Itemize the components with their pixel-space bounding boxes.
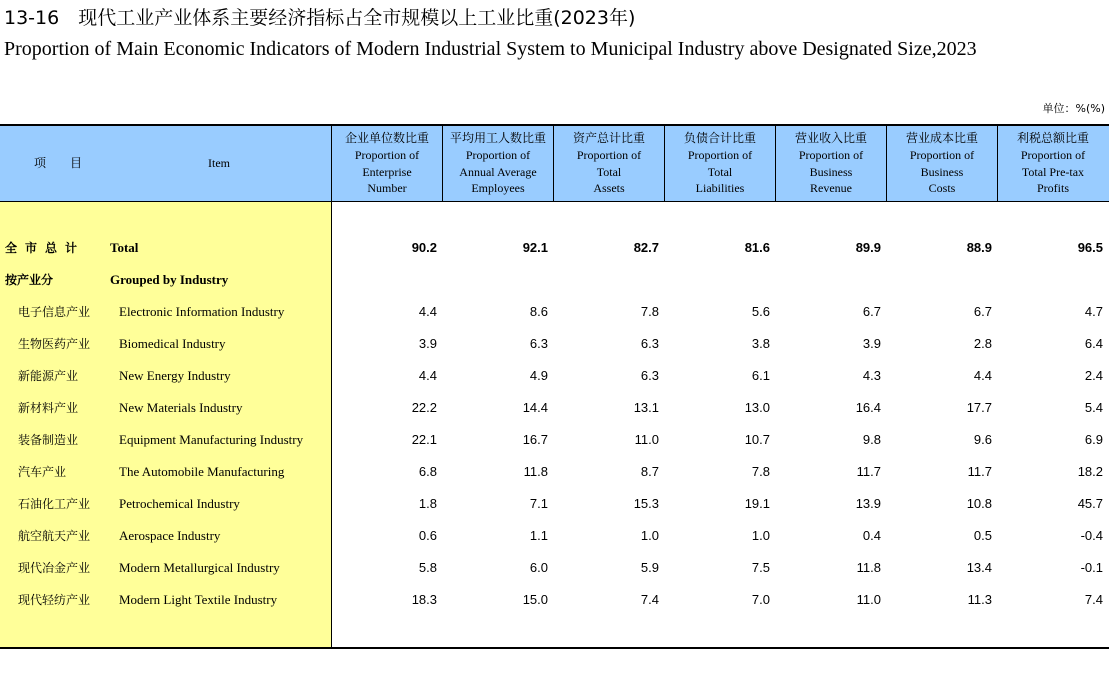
cell-value: 13.9 bbox=[855, 496, 881, 511]
column-header bbox=[443, 126, 553, 201]
row-label-en: Total bbox=[110, 240, 139, 255]
table-title-en: Proportion of Main Economic Indicators of Modern Industrial System to Municipal Industry above Designated Size,2023 bbox=[4, 38, 977, 60]
column-header bbox=[554, 126, 664, 201]
cell-value: 7.8 bbox=[640, 304, 659, 319]
cell-value: 9.8 bbox=[862, 432, 881, 447]
column-separator bbox=[886, 126, 887, 201]
row-label-zh: 汽车产业 bbox=[18, 465, 67, 479]
column-header-en-line: Employees bbox=[471, 181, 525, 196]
column-header-zh: 营业收入比重 bbox=[794, 131, 867, 146]
cell-value: 6.9 bbox=[1084, 432, 1103, 447]
column-header-en-line: Business bbox=[809, 164, 853, 179]
column-separator bbox=[997, 126, 998, 201]
column-separator bbox=[775, 126, 776, 201]
cell-value: 5.9 bbox=[640, 560, 659, 575]
column-header bbox=[887, 126, 997, 201]
cell-value: -0.4 bbox=[1080, 528, 1103, 543]
cell-value bbox=[670, 264, 770, 296]
cell-value: 90.2 bbox=[411, 240, 437, 255]
row-label-zh: 现代冶金产业 bbox=[18, 561, 91, 575]
column-header bbox=[776, 126, 886, 201]
column-header-en-line: Business bbox=[920, 164, 964, 179]
cell-value: 2.4 bbox=[1084, 368, 1103, 383]
cell-value: 11.0 bbox=[856, 592, 881, 607]
cell-value: 92.1 bbox=[522, 240, 548, 255]
cell-value: 6.7 bbox=[973, 304, 992, 319]
column-header-en-line: Proportion of bbox=[576, 148, 642, 163]
cell-value: 6.4 bbox=[1084, 336, 1103, 351]
row-label-en: Electronic Information Industry bbox=[119, 304, 285, 319]
cell-value: 6.0 bbox=[529, 560, 548, 575]
cell-value: 6.7 bbox=[862, 304, 881, 319]
row-label-en: New Materials Industry bbox=[119, 400, 243, 415]
column-header-en-line: Enterprise bbox=[362, 164, 412, 179]
cell-value: 7.1 bbox=[529, 496, 548, 511]
header-item-zh: 项 目 bbox=[34, 156, 89, 170]
column-header-en-line: Total bbox=[707, 164, 733, 179]
cell-value: 7.5 bbox=[751, 560, 770, 575]
table-title-zh: 13-16 现代工业产业体系主要经济指标占全市规模以上工业比重(2023年) bbox=[4, 7, 636, 29]
column-header-en-line: Total bbox=[596, 164, 622, 179]
cell-value: 5.4 bbox=[1084, 400, 1103, 415]
column-header-en-line: Proportion of bbox=[465, 148, 531, 163]
column-header-zh: 平均用工人数比重 bbox=[449, 131, 546, 146]
column-header-en-line: Liabilities bbox=[695, 181, 745, 196]
cell-value: 6.3 bbox=[640, 336, 659, 351]
cell-value: 10.8 bbox=[966, 496, 992, 511]
cell-value: 4.4 bbox=[418, 304, 437, 319]
row-label-zh: 航空航天产业 bbox=[18, 529, 91, 543]
data-table bbox=[0, 124, 1109, 649]
column-header-en-line: Proportion of bbox=[354, 148, 420, 163]
cell-value: 5.6 bbox=[751, 304, 770, 319]
table-row bbox=[0, 520, 1109, 552]
cell-value: 8.6 bbox=[529, 304, 548, 319]
table-row bbox=[0, 264, 1109, 296]
row-label-en: Biomedical Industry bbox=[119, 336, 226, 351]
row-label-en: Modern Metallurgical Industry bbox=[119, 560, 280, 575]
cell-value: 11.7 bbox=[967, 464, 992, 479]
row-label-zh: 新能源产业 bbox=[18, 369, 79, 383]
cell-value bbox=[559, 264, 659, 296]
row-label-zh: 全市总计 bbox=[5, 241, 86, 255]
row-label-en: Equipment Manufacturing Industry bbox=[119, 432, 304, 447]
cell-value: 11.8 bbox=[856, 560, 881, 575]
cell-value: 13.0 bbox=[744, 400, 770, 415]
cell-value: 96.5 bbox=[1077, 240, 1103, 255]
cell-value: 22.2 bbox=[411, 400, 437, 415]
cell-value: 15.3 bbox=[633, 496, 659, 511]
cell-value: 3.8 bbox=[751, 336, 770, 351]
cell-value: 18.2 bbox=[1077, 464, 1103, 479]
cell-value: 81.6 bbox=[744, 240, 770, 255]
row-label-zh: 生物医药产业 bbox=[18, 337, 91, 351]
table-bottom-rule bbox=[0, 647, 1109, 649]
cell-value: 0.5 bbox=[973, 528, 992, 543]
table-row bbox=[0, 360, 1109, 392]
column-header-en-line: Assets bbox=[593, 181, 625, 196]
row-label-zh: 按产业分 bbox=[5, 273, 54, 287]
cell-value: 4.3 bbox=[862, 368, 881, 383]
column-header bbox=[665, 126, 775, 201]
cell-value: 3.9 bbox=[418, 336, 437, 351]
column-header-en-line: Proportion of bbox=[1020, 148, 1086, 163]
column-header-en-line: Proportion of bbox=[909, 148, 975, 163]
cell-value bbox=[448, 264, 548, 296]
table-row bbox=[0, 328, 1109, 360]
cell-value: 1.1 bbox=[529, 528, 548, 543]
column-header-en-line: Proportion of bbox=[687, 148, 753, 163]
row-label-en: Modern Light Textile Industry bbox=[119, 592, 278, 607]
column-separator bbox=[442, 126, 443, 201]
column-header-zh: 负债合计比重 bbox=[683, 131, 756, 146]
column-header-en-line: Proportion of bbox=[798, 148, 864, 163]
cell-value: 0.4 bbox=[862, 528, 881, 543]
row-label-en: The Automobile Manufacturing bbox=[119, 464, 285, 479]
cell-value: 6.3 bbox=[640, 368, 659, 383]
cell-value: 45.7 bbox=[1077, 496, 1103, 511]
column-header-zh: 营业成本比重 bbox=[905, 131, 978, 146]
row-label-zh: 电子信息产业 bbox=[18, 305, 91, 319]
table-row bbox=[0, 456, 1109, 488]
cell-value: 10.7 bbox=[744, 432, 770, 447]
column-header bbox=[332, 126, 442, 201]
cell-value: 4.9 bbox=[529, 368, 548, 383]
cell-value: 3.9 bbox=[862, 336, 881, 351]
row-label-en: Aerospace Industry bbox=[119, 528, 221, 543]
row-label-zh: 现代轻纺产业 bbox=[18, 593, 91, 607]
column-header-zh: 资产总计比重 bbox=[572, 131, 645, 146]
cell-value: 6.3 bbox=[529, 336, 548, 351]
cell-value: 6.1 bbox=[751, 368, 770, 383]
cell-value: 2.8 bbox=[973, 336, 992, 351]
column-header-en-line: Revenue bbox=[810, 181, 852, 196]
cell-value: 17.7 bbox=[966, 400, 992, 415]
row-label-zh: 新材料产业 bbox=[18, 401, 79, 415]
cell-value: 9.6 bbox=[973, 432, 992, 447]
cell-value bbox=[1003, 264, 1103, 296]
cell-value: 88.9 bbox=[966, 240, 992, 255]
cell-value: 4.7 bbox=[1084, 304, 1103, 319]
row-label-en: New Energy Industry bbox=[119, 368, 231, 383]
column-header-en-line: Total Pre-tax bbox=[1021, 164, 1085, 179]
column-header bbox=[998, 126, 1108, 201]
cell-value: 11.7 bbox=[856, 464, 881, 479]
cell-value: 11.3 bbox=[967, 592, 992, 607]
column-separator bbox=[553, 126, 554, 201]
table-row bbox=[0, 392, 1109, 424]
cell-value: 1.8 bbox=[418, 496, 437, 511]
cell-value: 7.8 bbox=[751, 464, 770, 479]
table-row bbox=[0, 552, 1109, 584]
cell-value: 1.0 bbox=[751, 528, 770, 543]
table-row bbox=[0, 488, 1109, 520]
cell-value: 7.4 bbox=[640, 592, 659, 607]
cell-value: 13.1 bbox=[633, 400, 659, 415]
cell-value: 22.1 bbox=[411, 432, 437, 447]
header-item-en: Item bbox=[208, 156, 230, 170]
cell-value: 7.0 bbox=[751, 592, 770, 607]
cell-value: 11.0 bbox=[634, 432, 659, 447]
table-row bbox=[0, 424, 1109, 456]
cell-value: 15.0 bbox=[522, 592, 548, 607]
column-header-en-line: Number bbox=[367, 181, 407, 196]
column-separator bbox=[664, 126, 665, 201]
cell-value: 5.8 bbox=[418, 560, 437, 575]
cell-value: 8.7 bbox=[640, 464, 659, 479]
table-row bbox=[0, 296, 1109, 328]
cell-value: 4.4 bbox=[418, 368, 437, 383]
cell-value: 13.4 bbox=[966, 560, 992, 575]
column-header-en-line: Profits bbox=[1036, 181, 1069, 196]
table-row bbox=[0, 584, 1109, 616]
cell-value: 82.7 bbox=[633, 240, 659, 255]
cell-value: 18.3 bbox=[411, 592, 437, 607]
cell-value: 16.4 bbox=[855, 400, 881, 415]
column-header-en-line: Annual Average bbox=[459, 164, 537, 179]
cell-value bbox=[781, 264, 881, 296]
column-header-zh: 利税总额比重 bbox=[1016, 131, 1089, 146]
unit-label: 单位：%(%) bbox=[1042, 102, 1105, 115]
cell-value bbox=[337, 264, 437, 296]
cell-value: 11.8 bbox=[523, 464, 548, 479]
cell-value: -0.1 bbox=[1080, 560, 1103, 575]
row-label-en: Grouped by Industry bbox=[110, 272, 229, 287]
cell-value: 4.4 bbox=[973, 368, 992, 383]
cell-value: 19.1 bbox=[744, 496, 770, 511]
cell-value: 14.4 bbox=[522, 400, 548, 415]
row-label-zh: 装备制造业 bbox=[18, 433, 79, 447]
cell-value: 7.4 bbox=[1084, 592, 1103, 607]
cell-value: 89.9 bbox=[855, 240, 881, 255]
column-separator bbox=[331, 126, 332, 647]
column-header-zh: 企业单位数比重 bbox=[344, 131, 429, 146]
header-bottom-rule bbox=[0, 201, 1109, 202]
cell-value bbox=[892, 264, 992, 296]
row-label-en: Petrochemical Industry bbox=[119, 496, 240, 511]
table-row bbox=[0, 232, 1109, 264]
cell-value: 6.8 bbox=[418, 464, 437, 479]
cell-value: 1.0 bbox=[640, 528, 659, 543]
cell-value: 0.6 bbox=[418, 528, 437, 543]
cell-value: 16.7 bbox=[522, 432, 548, 447]
row-label-zh: 石油化工产业 bbox=[18, 497, 91, 511]
column-header-en-line: Costs bbox=[928, 181, 956, 196]
